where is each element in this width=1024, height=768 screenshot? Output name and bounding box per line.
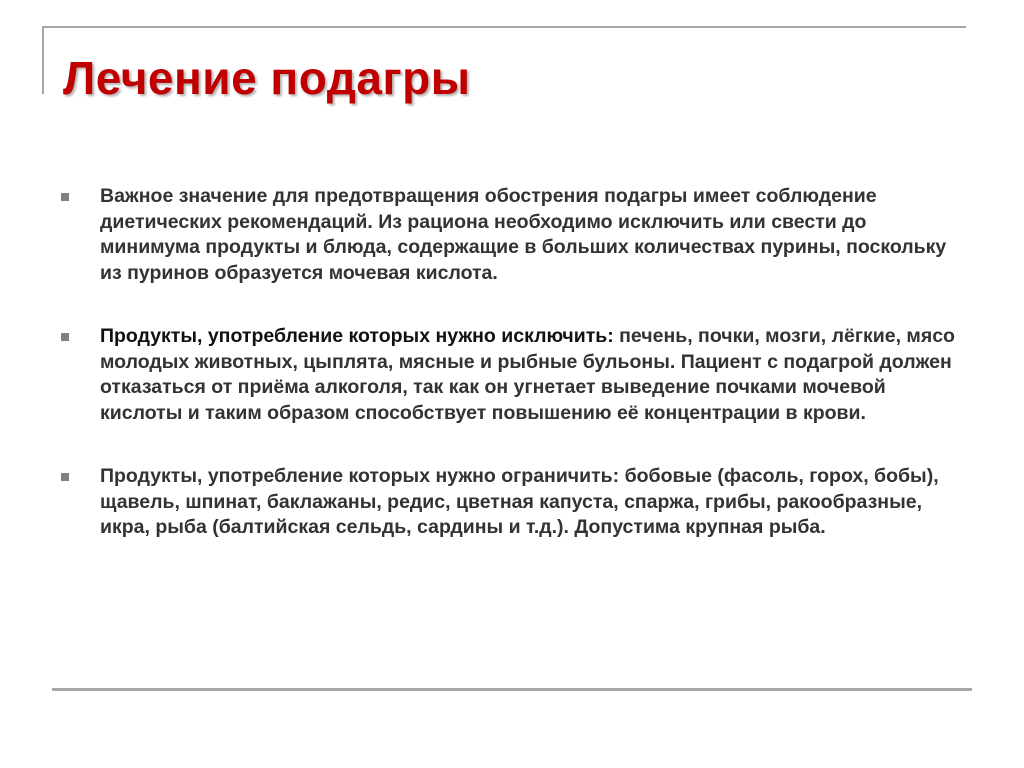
bottom-divider: [52, 688, 972, 691]
square-bullet-icon: [61, 473, 69, 481]
bullet-item-exclude: [58, 324, 958, 426]
bullet-item-limit: [58, 464, 958, 541]
bullet-item-diet: [58, 184, 958, 286]
square-bullet-icon: [61, 333, 69, 341]
bullet-list: [58, 184, 958, 541]
slide-title: Лечение подагры: [63, 52, 471, 104]
bullet-text: Продукты, употребление которых нужно ограничить: бобовые (фасоль, горох, бобы), щавель, шпинат, баклажаны, редис, цветная капуста, спаржа, грибы, ракообразные, икра, рыба (балтийская сельдь, сардины и т.д.). Допустима крупная рыба.: [100, 465, 939, 538]
bullet-text: печень, почки, мозги, лёгкие, мясо молодых животных, цыплята, мясные и рыбные бульоны. Пациент с подагрой должен отказаться от приёма алкоголя, так как он угнетает выведение почками мочевой кислоты и таким образом способствует повышению её концентрации в крови.: [100, 325, 955, 424]
top-divider: [42, 26, 966, 28]
bullet-emphasis: Продукты, употребление которых нужно исключить:: [100, 325, 614, 347]
left-divider: [42, 26, 44, 94]
bullet-text: Важное значение для предотвращения обострения подагры имеет соблюдение диетических рекомендаций. Из рациона необходимо исключить или свести до минимума продукты и блюда, содержащие в больших количествах пурины, поскольку из пуринов образуется мочевая кислота.: [100, 185, 947, 284]
square-bullet-icon: [61, 193, 69, 201]
